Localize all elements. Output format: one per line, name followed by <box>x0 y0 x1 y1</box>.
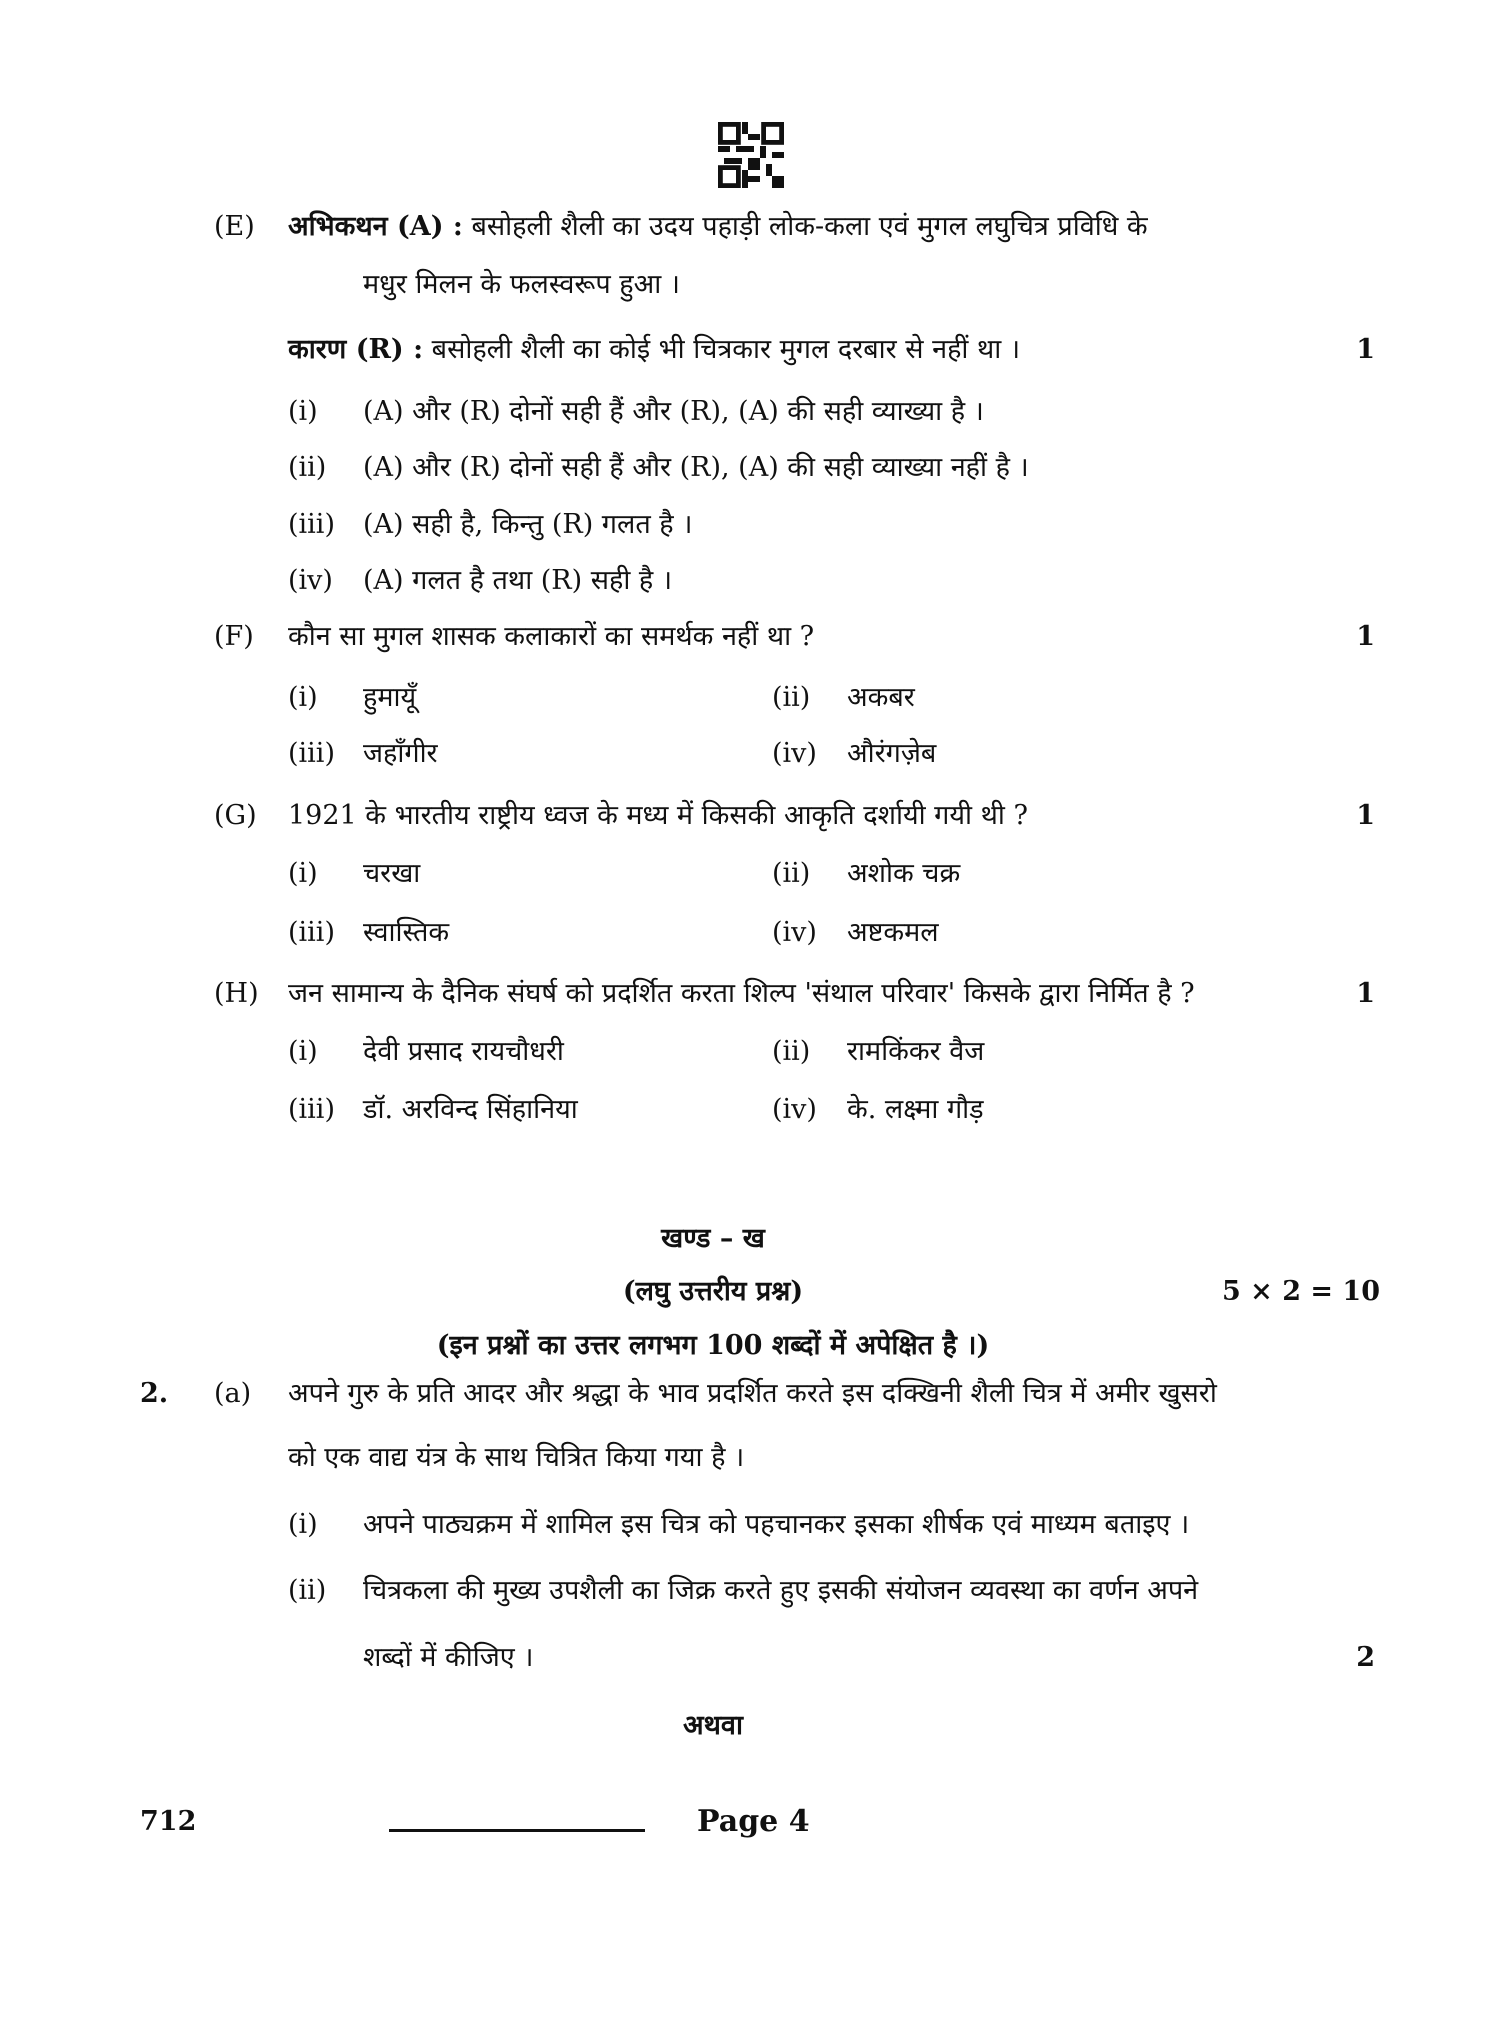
option-number: (i) <box>288 858 318 889</box>
marks: 2 <box>1356 1642 1375 1673</box>
question-number: 2. <box>140 1378 169 1409</box>
subquestion-text: चित्रकला की मुख्य उपशैली का जिक्र करते हुए इसकी संयोजन व्यवस्था का वर्णन अपने <box>363 1575 1199 1606</box>
option-number: (ii) <box>772 682 811 713</box>
subquestion-text-cont: शब्दों में कीजिए । <box>363 1642 534 1673</box>
option-text: डॉ. अरविन्द सिंहानिया <box>363 1094 578 1125</box>
option-number: (i) <box>288 1036 318 1067</box>
section-subtitle: (लघु उत्तरीय प्रश्न) <box>622 1276 804 1307</box>
paper-code: 712 <box>140 1806 197 1837</box>
subquestion-number: (i) <box>288 1509 318 1540</box>
option-text: (A) और (R) दोनों सही हैं और (R), (A) की सही व्याख्या है । <box>363 396 984 427</box>
question-label: (G) <box>214 800 257 831</box>
option-number: (ii) <box>772 1036 811 1067</box>
option-text: देवी प्रसाद रायचौधरी <box>363 1036 564 1067</box>
footer-rule <box>389 1829 645 1832</box>
option-text: औरंगज़ेब <box>847 738 937 769</box>
marks: 1 <box>1356 978 1375 1009</box>
question-text-cont: को एक वाद्य यंत्र के साथ चित्रित किया गया है । <box>288 1442 745 1473</box>
option-text: अष्टकमल <box>847 917 939 948</box>
option-number: (i) <box>288 396 318 427</box>
question-label: (F) <box>214 621 254 652</box>
assertion-line <box>288 209 1148 245</box>
option-number: (iii) <box>288 1094 335 1125</box>
option-number: (iii) <box>288 738 335 769</box>
section-marks: 5 × 2 = 10 <box>1222 1276 1380 1307</box>
option-text: अकबर <box>847 682 915 713</box>
reason-line <box>288 332 1020 368</box>
option-text: रामकिंकर वैज <box>847 1036 985 1067</box>
section-title: खण्ड – ख <box>661 1223 765 1254</box>
option-text: हुमायूँ <box>363 682 417 713</box>
option-number: (ii) <box>288 452 327 483</box>
section-instruction: (इन प्रश्नों का उत्तर लगभग 100 शब्दों में अपेक्षित है ।) <box>436 1330 990 1361</box>
marks: 1 <box>1356 621 1375 652</box>
assertion-label: अभिकथन (A) : <box>288 211 463 242</box>
assertion-text-cont: मधुर मिलन के फलस्वरूप हुआ । <box>363 269 680 300</box>
option-text: अशोक चक्र <box>847 858 961 889</box>
question-part: (a) <box>214 1378 252 1409</box>
option-number: (iii) <box>288 509 335 540</box>
subquestion-text: अपने पाठ्यक्रम में शामिल इस चित्र को पहचानकर इसका शीर्षक एवं माध्यम बताइए । <box>363 1509 1190 1540</box>
option-number: (iv) <box>772 1094 817 1125</box>
option-number: (iv) <box>772 917 817 948</box>
question-text: अपने गुरु के प्रति आदर और श्रद्धा के भाव प्रदर्शित करते इस दक्खिनी शैली चित्र में अमीर खुसरो <box>288 1378 1217 1409</box>
option-text: चरखा <box>363 858 421 889</box>
option-number: (iv) <box>772 738 817 769</box>
option-number: (ii) <box>772 858 811 889</box>
option-number: (iv) <box>288 565 333 596</box>
assertion-text: बसोहली शैली का उदय पहाड़ी लोक-कला एवं मुगल लघुचित्र प्रविधि के <box>471 211 1148 242</box>
option-number: (iii) <box>288 917 335 948</box>
qr-code-icon <box>718 122 784 188</box>
option-text: जहाँगीर <box>363 738 438 769</box>
reason-label: कारण (R) : <box>288 334 424 365</box>
subquestion-number: (ii) <box>288 1575 327 1606</box>
question-text: जन सामान्य के दैनिक संघर्ष को प्रदर्शित करता शिल्प 'संथाल परिवार' किसके द्वारा निर्मित है ? <box>288 978 1195 1009</box>
marks: 1 <box>1356 800 1375 831</box>
option-number: (i) <box>288 682 318 713</box>
option-text: स्वास्तिक <box>363 917 450 948</box>
reason-text: बसोहली शैली का कोई भी चित्रकार मुगल दरबार से नहीं था । <box>431 334 1021 365</box>
marks: 1 <box>1356 334 1375 365</box>
page-number: Page 4 <box>697 1804 810 1839</box>
question-label: (E) <box>214 211 255 242</box>
option-text: (A) सही है, किन्तु (R) गलत है । <box>363 509 693 540</box>
option-text: के. लक्ष्मा गौड़ <box>847 1094 984 1125</box>
option-text: (A) गलत है तथा (R) सही है । <box>363 565 673 596</box>
or-divider: अथवा <box>683 1710 743 1741</box>
question-text: कौन सा मुगल शासक कलाकारों का समर्थक नहीं था ? <box>288 621 815 652</box>
question-text: 1921 के भारतीय राष्ट्रीय ध्वज के मध्य में किसकी आकृति दर्शायी गयी थी ? <box>288 800 1028 831</box>
question-label: (H) <box>214 978 259 1009</box>
option-text: (A) और (R) दोनों सही हैं और (R), (A) की सही व्याख्या नहीं है । <box>363 452 1029 483</box>
